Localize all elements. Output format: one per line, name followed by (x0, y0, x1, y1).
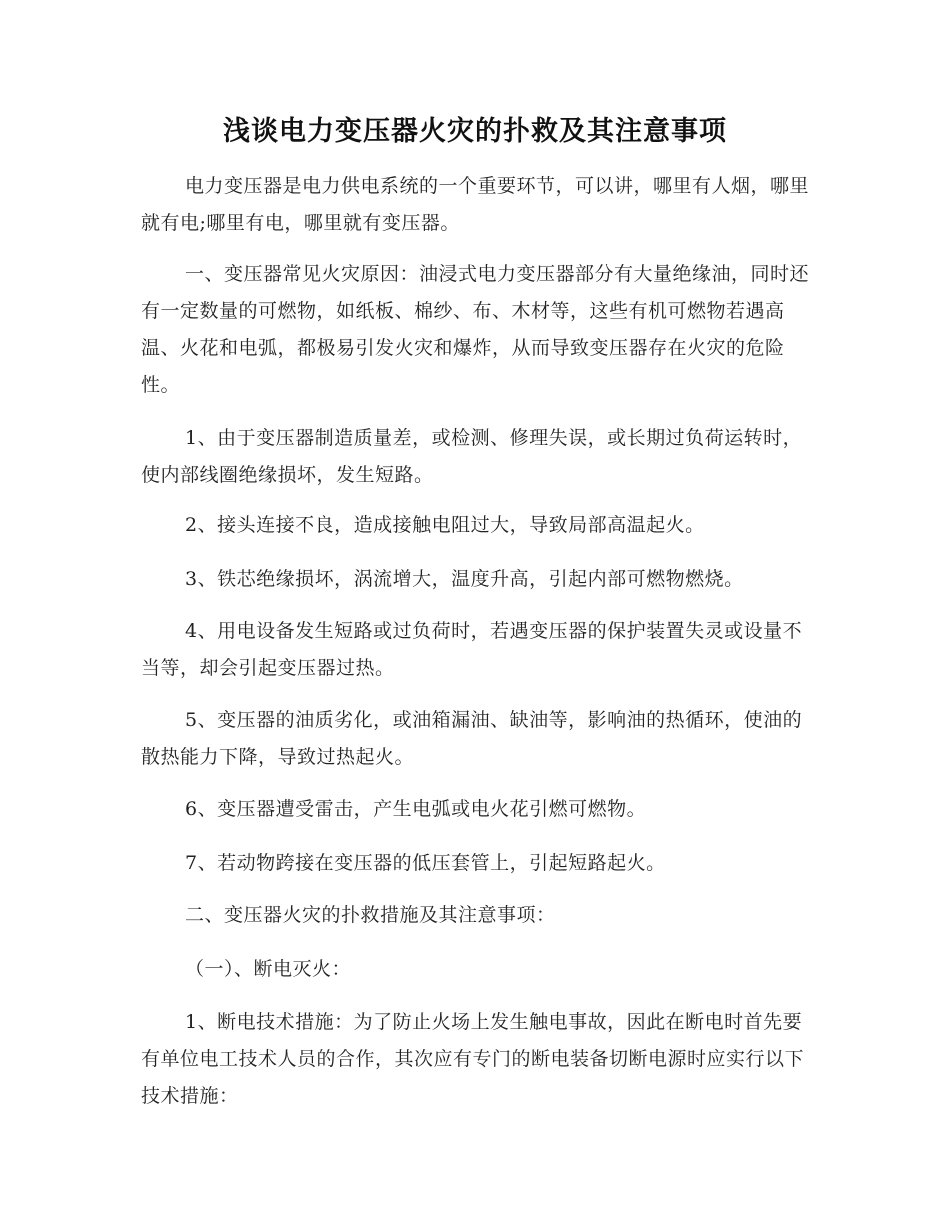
document-title: 浅谈电力变压器火灾的扑救及其注意事项 (223, 116, 727, 147)
paragraph-cause-5: 5、变压器的油质劣化，或油箱漏油、缺油等，影响油的热循环，使油的散热能力下降，导致过热起火。 (141, 709, 803, 768)
paragraph-section-1-heading: 一、变压器常见火灾原因：油浸式电力变压器部分有大量绝缘油，同时还有一定数量的可燃物，如纸板、棉纱、布、木材等，这些有机可燃物若遇高温、火花和电弧，都极易引发火灾和爆炸，从而导致变压器存在火灾的危险性。 (141, 263, 810, 396)
paragraph-subsection-heading: （一）、断电灭火： (185, 958, 352, 980)
paragraph-section-2-heading: 二、变压器火灾的扑救措施及其注意事项： (185, 904, 556, 926)
paragraph-cause-1: 1、由于变压器制造质量差，或检测、修理失误，或长期过负荷运转时，使内部线圈绝缘损坏，发生短路。 (141, 427, 803, 486)
paragraph-intro: 电力变压器是电力供电系统的一个重要环节，可以讲，哪里有人烟，哪里就有电;哪里有电，哪里就有变压器。 (141, 175, 810, 234)
paragraph-cause-6: 6、变压器遭受雷击，产生电弧或电火花引燃可燃物。 (185, 798, 647, 820)
paragraph-cause-2: 2、接头连接不良，造成接触电阻过大，导致局部高温起火。 (185, 514, 705, 536)
paragraph-cause-7: 7、若动物跨接在变压器的低压套管上，引起短路起火。 (185, 852, 666, 874)
paragraph-measure-1: 1、断电技术措施：为了防止火场上发生触电事故，因此在断电时首先要有单位电工技术人员的合作，其次应有专门的断电装备切断电源时应实行以下技术措施： (141, 1011, 805, 1107)
paragraph-cause-3: 3、铁芯绝缘损坏，涡流增大，温度升高，引起内部可燃物燃烧。 (185, 568, 744, 590)
paragraph-cause-4: 4、用电设备发生短路或过负荷时，若遇变压器的保护装置失灵或设量不当等，却会引起变压器过热。 (141, 620, 803, 679)
